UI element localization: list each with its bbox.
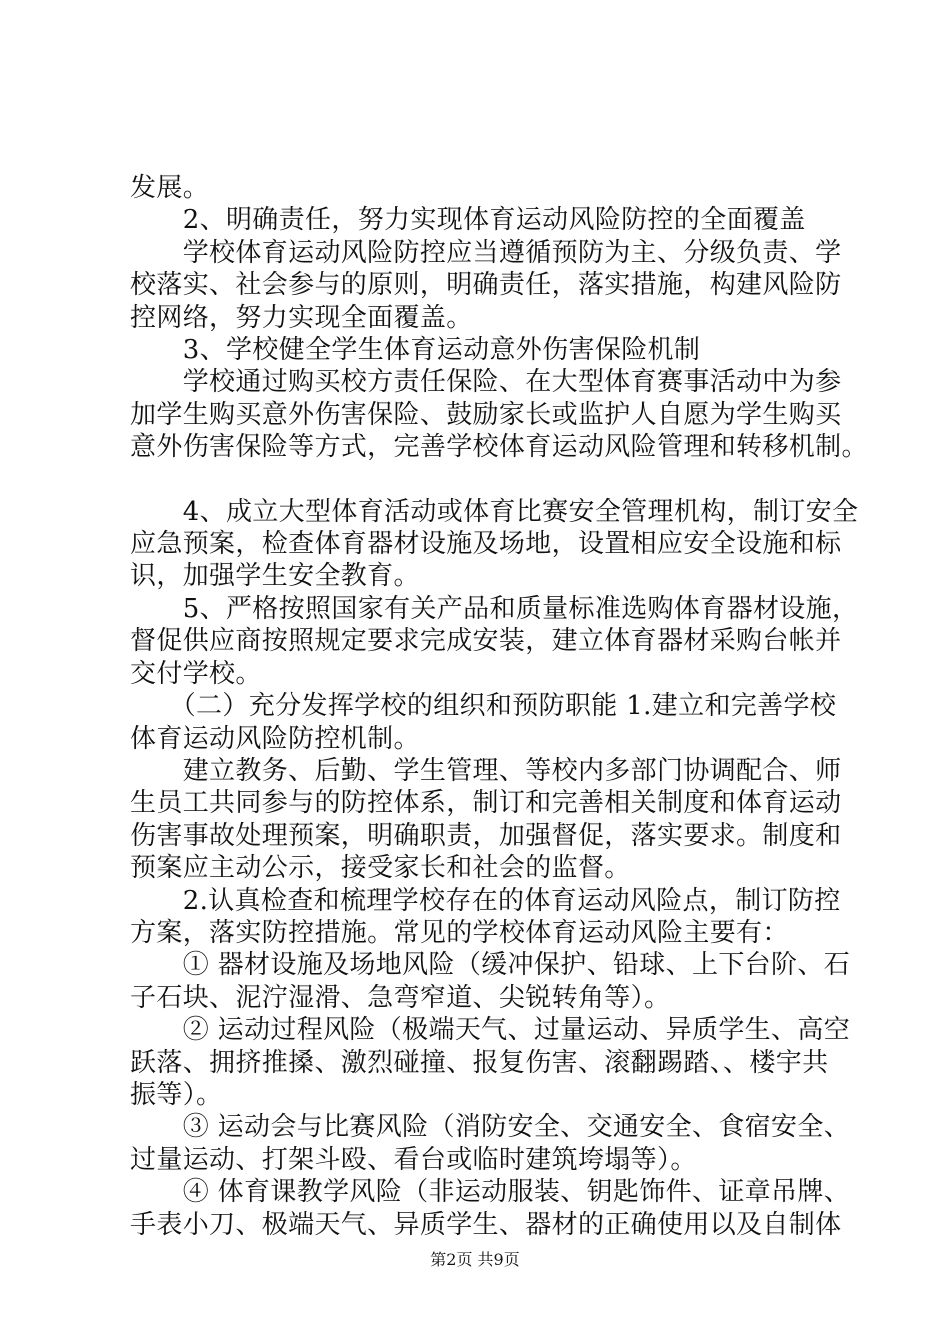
- text-line: 方案，落实防控措施。常见的学校体育运动风险主要有：: [130, 917, 789, 948]
- text-line: 发展。: [130, 173, 210, 203]
- text-line: 体育运动风险防控机制。: [130, 723, 420, 754]
- text-line: 应急预案，检查体育器材设施及场地，设置相应安全设施和标: [130, 529, 842, 560]
- heading-line: 3、学校健全学生体育运动意外伤害保险机制: [130, 335, 701, 366]
- list-item-line: ④ 体育课教学风险（非运动服装、钥匙饰件、证章吊牌、: [130, 1177, 851, 1208]
- text-line: 生员工共同参与的防控体系，制订和完善相关制度和体育运动: [130, 788, 842, 819]
- body-text: [130, 172, 868, 1241]
- text-line: 伤害事故处理预案，明确职责，加强督促，落实要求。制度和: [130, 820, 842, 851]
- list-item-line: 振等）。: [130, 1079, 223, 1110]
- text-line: 预案应主动公示，接受家长和社会的监督。: [130, 853, 631, 884]
- list-item-line: 子石块、泥泞湿滑、急弯窄道、尖锐转角等）。: [130, 982, 671, 1013]
- list-item-line: ③ 运动会与比赛风险（消防安全、交通安全、食宿安全、: [130, 1112, 851, 1143]
- page-footer: 第2页 共9页: [430, 1250, 520, 1269]
- heading-line: 2、明确责任，努力实现体育运动风险防控的全面覆盖: [130, 205, 806, 236]
- text-line: 学校通过购买校方责任保险、在大型体育赛事活动中为参: [130, 367, 842, 398]
- text-line: 5、严格按照国家有关产品和质量标准选购体育器材设施，: [130, 593, 859, 624]
- text-line: 校落实、社会参与的原则，明确责任，落实措施，构建风险防: [130, 270, 842, 301]
- list-item-line: 跃落、拥挤推搡、激烈碰撞、报复伤害、滚翻踢踏、、楼宇共: [130, 1047, 829, 1078]
- text-line: 建立教务、后勤、学生管理、等校内多部门协调配合、师: [130, 755, 842, 786]
- list-item-line: ① 器材设施及场地风险（缓冲保护、铅球、上下台阶、石: [130, 950, 851, 981]
- text-line: （二）充分发挥学校的组织和预防职能 1.建立和完善学校: [130, 691, 837, 722]
- list-item-line: 手表小刀、极端天气、异质学生、器材的正确使用以及自制体: [130, 1209, 842, 1240]
- text-line: 交付学校。: [130, 658, 262, 689]
- text-line: 督促供应商按照规定要求完成安装，建立体育器材采购台帐并: [130, 626, 842, 657]
- list-item-line: 过量运动、打架斗殴、看台或临时建筑垮塌等）。: [130, 1144, 697, 1175]
- paragraph-gap: [130, 464, 850, 496]
- text-line: 识，加强学生安全教育。: [130, 561, 420, 592]
- text-line: 意外伤害保险等方式，完善学校体育运动风险管理和转移机制。: [130, 432, 868, 463]
- text-line: 2.认真检查和梳理学校存在的体育运动风险点，制订防控: [130, 885, 841, 916]
- text-line: 4、成立大型体育活动或体育比赛安全管理机构，制订安全: [130, 496, 859, 527]
- list-item-line: ② 运动过程风险（极端天气、过量运动、异质学生、高空: [130, 1015, 851, 1046]
- text-line: 学校体育运动风险防控应当遵循预防为主、分级负责、学: [130, 237, 842, 268]
- text-line: 加学生购买意外伤害保险、鼓励家长或监护人自愿为学生购买: [130, 399, 842, 430]
- text-line: 控网络，努力实现全面覆盖。: [130, 302, 473, 333]
